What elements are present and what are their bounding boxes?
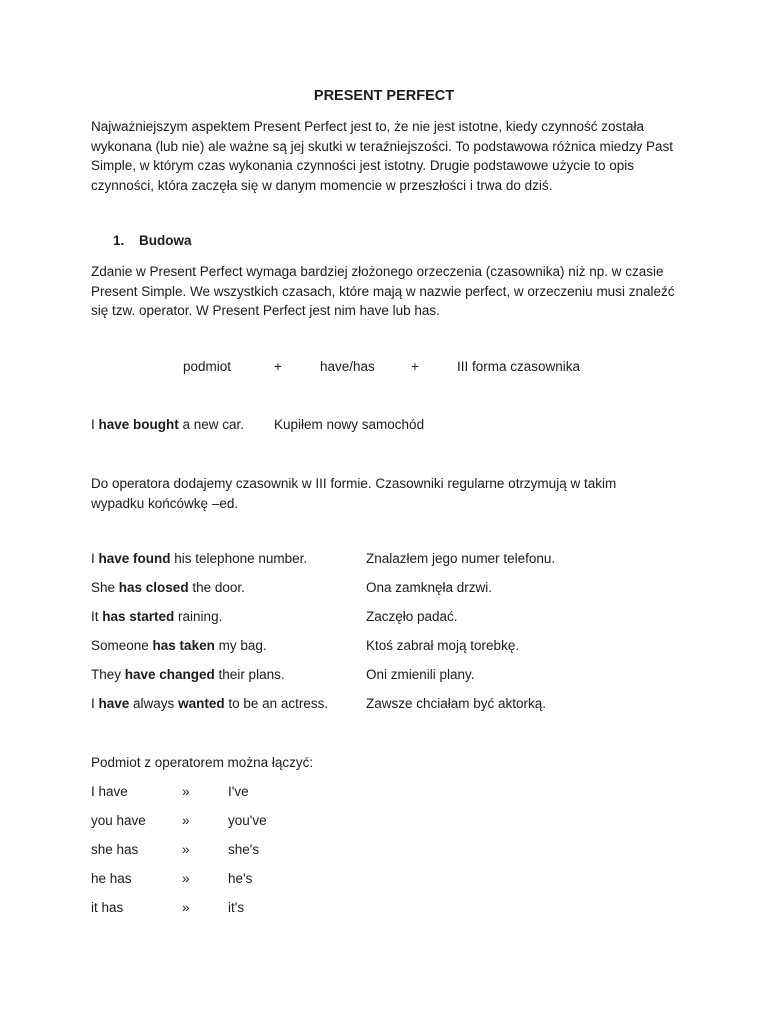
formula-aux: have/has <box>320 359 375 374</box>
contractions-title: Podmiot z operatorem można łączyć: <box>91 755 314 770</box>
short-form: it's <box>228 900 245 915</box>
arrow-separator: » <box>182 784 190 799</box>
short-form: she's <box>228 842 260 857</box>
polish-translation: Oni zmienili plany. <box>366 667 475 682</box>
example-pair <box>91 696 681 725</box>
example-sentence: I have bought a new car. <box>91 417 245 432</box>
full-form: he has <box>91 871 132 886</box>
arrow-separator: » <box>182 871 190 886</box>
full-form: she has <box>91 842 139 857</box>
english-sentence: I have always wanted to be an actress. <box>91 696 329 711</box>
english-sentence: Someone has taken my bag. <box>91 638 267 653</box>
contractions-list <box>91 784 391 929</box>
formula-verb: III forma czasownika <box>457 359 581 374</box>
contraction-row <box>91 784 391 813</box>
intro-paragraph: Najważniejszym aspektem Present Perfect jest to, że nie jest istotne, kiedy czynność została wykonana (lub nie) ale ważne są jej skutki w teraźniejszości. To podstawowa różnica miedzy Past Simple, w którym czas wykonania czynności jest istotny. Drugie podstawowe użycie to opis czynności, która zaczęła się w danym momencie w przeszłości i trwa do dziś. <box>91 119 674 193</box>
english-sentence: They have changed their plans. <box>91 667 285 682</box>
examples-list <box>91 551 681 725</box>
formula-plus-2: + <box>411 359 419 374</box>
full-form: it has <box>91 900 124 915</box>
example-row <box>91 417 681 437</box>
example-pair <box>91 609 681 638</box>
example-pair <box>91 551 681 580</box>
short-form: he's <box>228 871 253 886</box>
contraction-row <box>91 900 391 929</box>
full-form: I have <box>91 784 128 799</box>
polish-translation: Ktoś zabrał moją torebkę. <box>366 638 520 653</box>
english-sentence: I have found his telephone number. <box>91 551 308 566</box>
example-pair <box>91 638 681 667</box>
example-translation: Kupiłem nowy samochód <box>274 417 425 432</box>
example-pair <box>91 667 681 696</box>
full-form: you have <box>91 813 146 828</box>
formula-plus-1: + <box>274 359 282 374</box>
arrow-separator: » <box>182 842 190 857</box>
contraction-row <box>91 813 391 842</box>
polish-translation: Zawsze chciałam być aktorką. <box>366 696 547 711</box>
polish-translation: Ona zamknęła drzwi. <box>366 580 493 595</box>
formula-subject: podmiot <box>183 359 232 374</box>
english-sentence: It has started raining. <box>91 609 223 624</box>
short-form: you've <box>228 813 267 828</box>
contraction-row <box>91 871 391 900</box>
regular-verbs-paragraph: Do operatora dodajemy czasownik w III formie. Czasowniki regularne otrzymują w takim wypadku końcówkę –ed. <box>91 476 617 511</box>
arrow-separator: » <box>182 900 190 915</box>
section-number: 1. <box>113 233 125 248</box>
example-pair <box>91 580 681 609</box>
polish-translation: Zaczęło padać. <box>366 609 458 624</box>
short-form: I've <box>228 784 249 799</box>
arrow-separator: » <box>182 813 190 828</box>
page-title: PRESENT PERFECT <box>313 88 455 104</box>
section-label: Budowa <box>139 233 192 248</box>
section-heading <box>113 233 192 248</box>
polish-translation: Znalazłem jego numer telefonu. <box>366 551 556 566</box>
formula-row <box>91 359 681 379</box>
english-sentence: She has closed the door. <box>91 580 245 595</box>
structure-paragraph: Zdanie w Present Perfect wymaga bardziej złożonego orzeczenia (czasownika) niż np. w czasie Present Simple. We wszystkich czasach, które mają w nazwie perfect, w orzeczeniu musi znaleźć się tzw. operator. W Present Perfect jest nim have lub has. <box>91 264 675 318</box>
contraction-row <box>91 842 391 871</box>
